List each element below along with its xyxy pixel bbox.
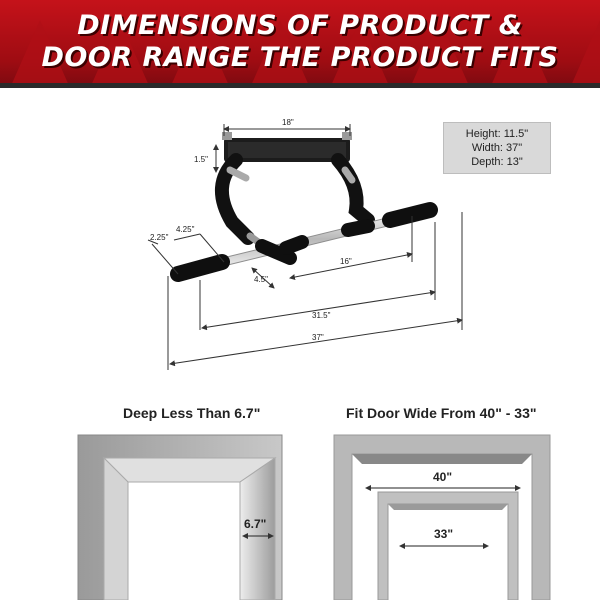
door-depth-heading: Deep Less Than 6.7" xyxy=(123,405,261,421)
dim-handle-span-label: 16" xyxy=(340,257,352,266)
spec-depth: Depth: 13" xyxy=(471,156,523,168)
dim-total-width-label: 37" xyxy=(312,333,324,342)
banner-bottom-stripe xyxy=(0,83,600,88)
door-width-heading: Fit Door Wide From 40" - 33" xyxy=(346,405,537,421)
foam-grips xyxy=(178,210,430,274)
door-max-width-label: 40" xyxy=(433,470,453,484)
banner-title xyxy=(0,10,600,74)
banner-title-line-1: DIMENSIONS OF PRODUCT & xyxy=(77,10,523,41)
door-width-diagram xyxy=(300,430,600,600)
dim-inner-width-label: 31.5" xyxy=(312,311,331,320)
door-depth-label: 6.7" xyxy=(244,517,267,531)
header-banner xyxy=(0,0,600,88)
spec-height: Height: 11.5" xyxy=(465,128,529,140)
dim-bar-height-label: 1.5" xyxy=(194,155,208,164)
dim-end-grip-label: 2.25" xyxy=(150,233,169,242)
dim-small-offset-label: 4.5" xyxy=(254,275,268,284)
door-min-width-label: 33" xyxy=(434,527,454,541)
dim-top-width-label: 18" xyxy=(282,118,294,127)
dim-grip-length-label: 4.25" xyxy=(176,225,195,234)
door-depth-diagram xyxy=(0,430,300,600)
banner-title-line-2: DOOR RANGE THE PRODUCT FITS xyxy=(41,42,559,73)
spec-width: Width: 37" xyxy=(471,142,523,154)
